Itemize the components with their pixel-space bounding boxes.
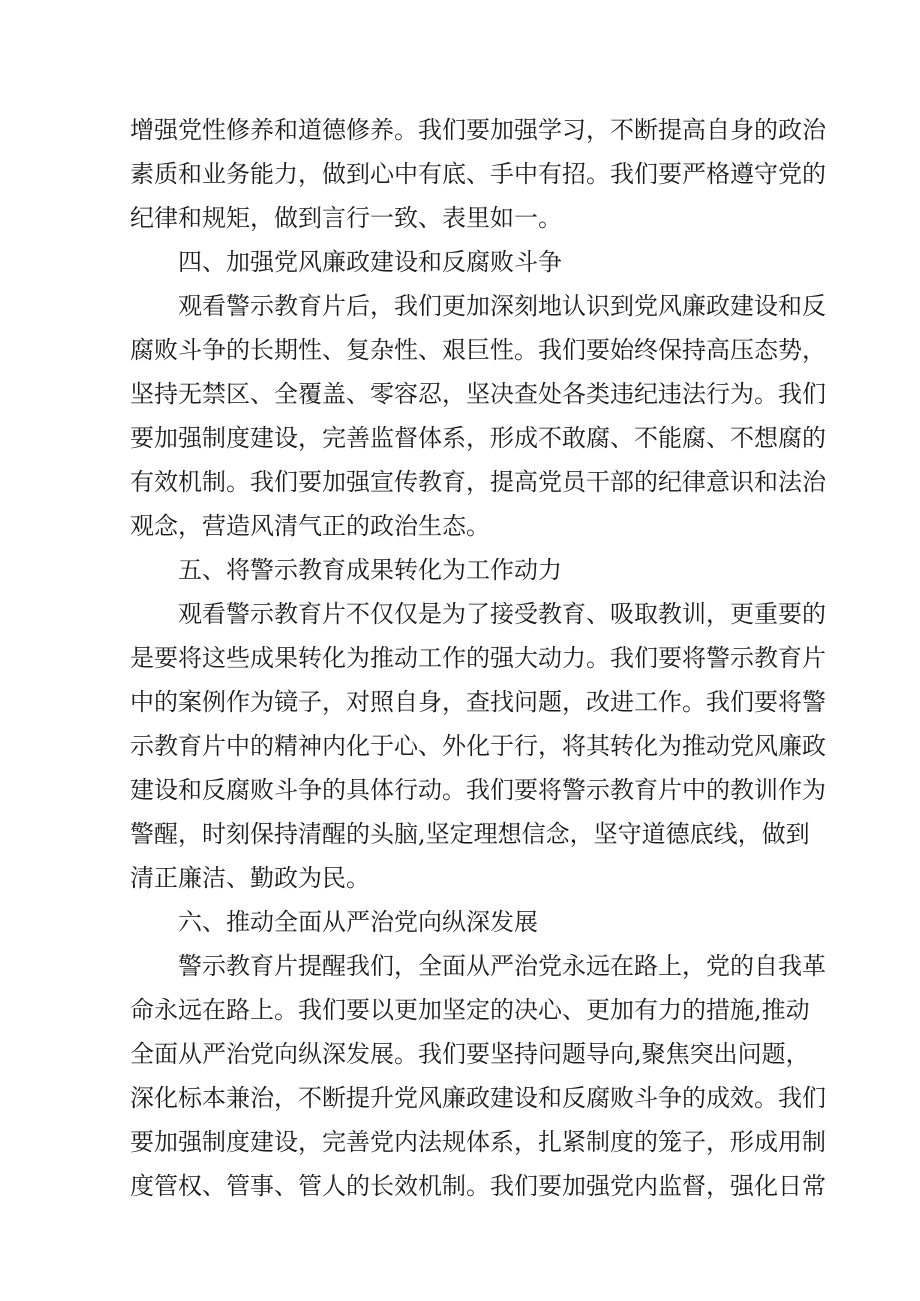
body-line: 命永远在路上。我们要以更加坚定的决心、更加有力的措施,推动	[130, 996, 810, 1024]
body-line: 要加强制度建设，完善党内法规体系，扎紧制度的笼子，形成用制	[130, 1128, 826, 1156]
body-line: 增强党性修养和道德修养。我们要加强学习，不断提高自身的政治	[130, 116, 826, 144]
body-line: 警醒，时刻保持清醒的头脑,坚定理想信念，坚守道德底线，做到	[130, 820, 810, 848]
section-heading-4: 四、加强党风廉政建设和反腐败斗争	[178, 248, 562, 276]
body-line: 示教育片中的精神内化于心、外化于行，将其转化为推动党风廉政	[130, 732, 826, 760]
body-line: 全面从严治党向纵深发展。我们要坚持问题导向,聚焦突出问题，	[130, 1040, 810, 1068]
body-line: 有效机制。我们要加强宣传教育，提高党员干部的纪律意识和法治	[130, 468, 826, 496]
body-line: 纪律和规矩，做到言行一致、表里如一。	[130, 204, 562, 232]
section-heading-6: 六、推动全面从严治党向纵深发展	[178, 908, 538, 936]
body-line: 观念，营造风清气正的政治生态。	[130, 512, 490, 540]
body-line: 度管权、管事、管人的长效机制。我们要加强党内监督，强化日常	[130, 1172, 826, 1200]
body-line: 观看警示教育片后，我们更加深刻地认识到党风廉政建设和反	[178, 292, 826, 320]
body-line: 是要将这些成果转化为推动工作的强大动力。我们要将警示教育片	[130, 644, 826, 672]
body-line: 素质和业务能力，做到心中有底、手中有招。我们要严格遵守党的	[130, 160, 826, 188]
body-line: 深化标本兼治，不断提升党风廉政建设和反腐败斗争的成效。我们	[130, 1084, 826, 1112]
body-line: 中的案例作为镜子，对照自身，查找问题，改进工作。我们要将警	[130, 688, 826, 716]
body-line: 清正廉洁、勤政为民。	[130, 864, 370, 892]
section-heading-5: 五、将警示教育成果转化为工作动力	[178, 556, 562, 584]
body-line: 要加强制度建设，完善监督体系，形成不敢腐、不能腐、不想腐的	[130, 424, 826, 452]
body-line: 观看警示教育片不仅仅是为了接受教育、吸取教训，更重要的	[178, 600, 826, 628]
body-line: 建设和反腐败斗争的具体行动。我们要将警示教育片中的教训作为	[130, 776, 826, 804]
body-line: 坚持无禁区、全覆盖、零容忍，坚决查处各类违纪违法行为。我们	[130, 380, 826, 408]
body-line: 警示教育片提醒我们，全面从严治党永远在路上，党的自我革	[178, 952, 826, 980]
body-line: 腐败斗争的长期性、复杂性、艰巨性。我们要始终保持高压态势，	[130, 336, 826, 364]
